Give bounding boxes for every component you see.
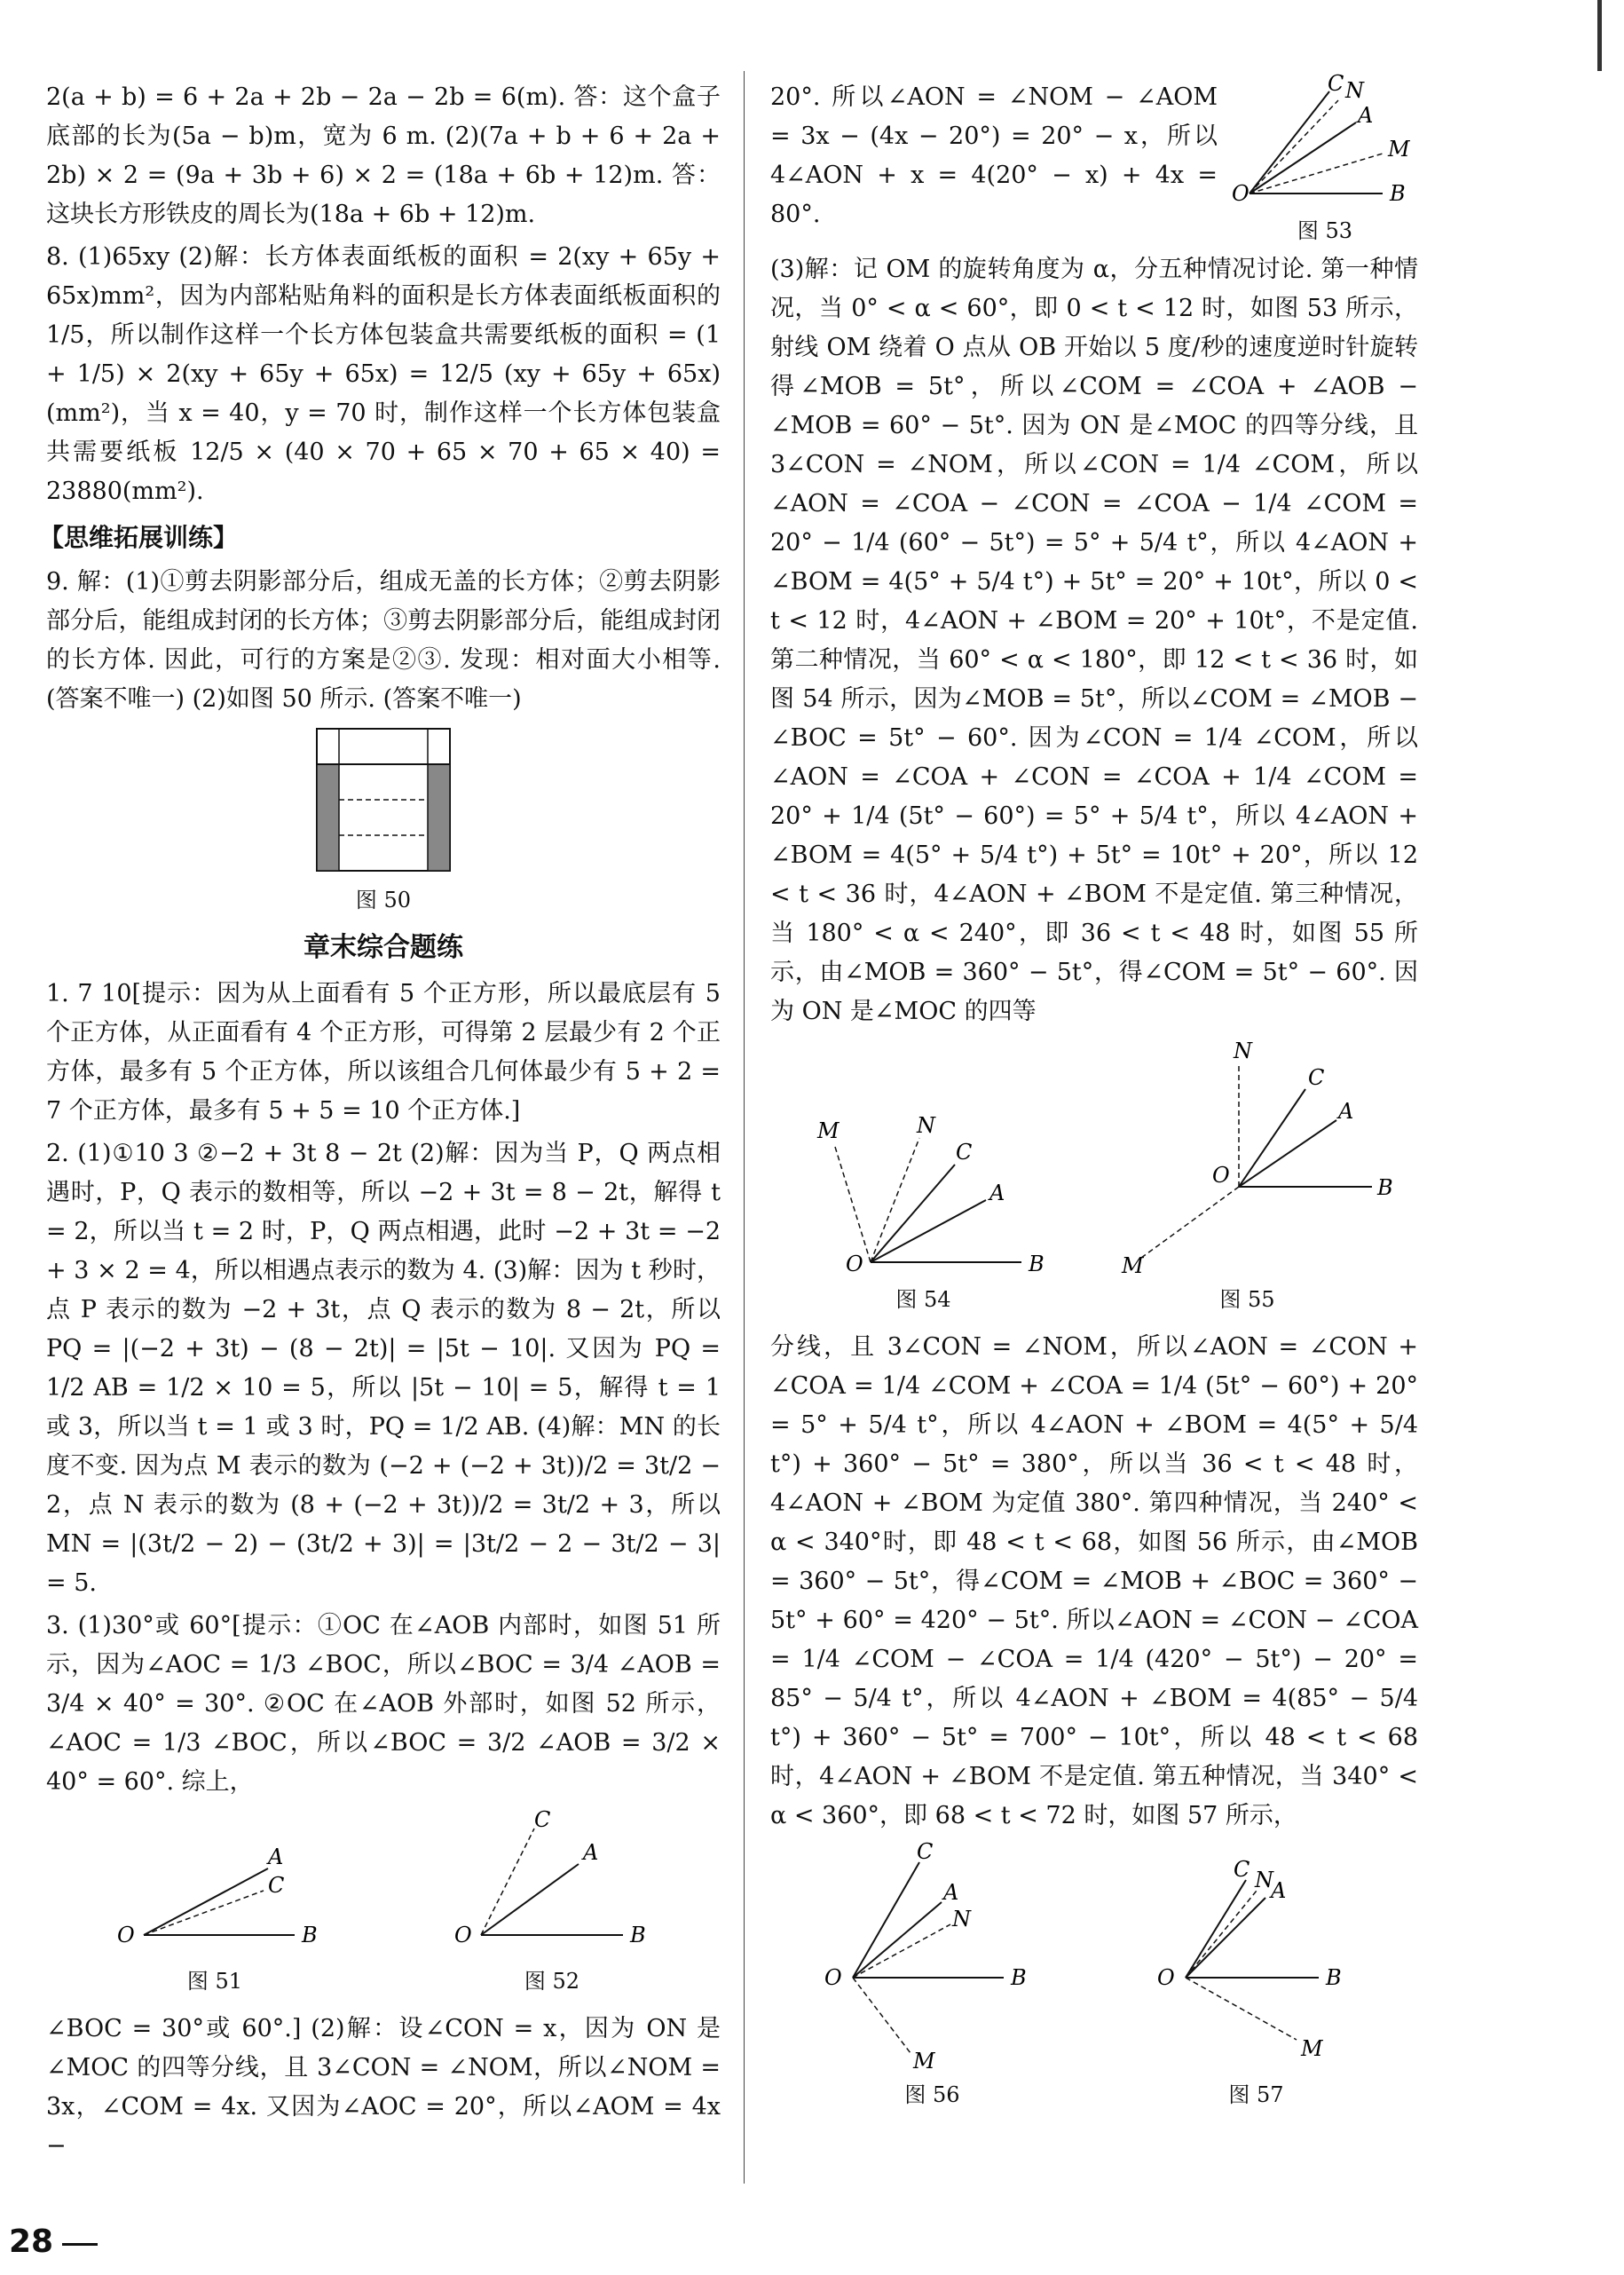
figure-50-caption: 图 50 <box>355 888 412 912</box>
svg-text:A: A <box>1270 1878 1286 1903</box>
svg-text:B: B <box>630 1923 646 1947</box>
answer-9: 9. 解：(1)①剪去阴影部分后，组成无盖的长方体；②剪去阴影部分后，能组成封闭的长方体；③剪去阴影部分后，能组成封闭的长方体. 因此，可行的方案是②③. 发现：相对面大小相等. (答案不唯一) (2)如图 50 所示. (答案不唯一) <box>46 568 721 713</box>
figure-52-caption: 图 52 <box>524 1969 580 1994</box>
svg-text:M: M <box>1300 2036 1323 2061</box>
svg-text:M: M <box>816 1118 840 1143</box>
svg-text:O: O <box>117 1923 135 1947</box>
figure-53 <box>1232 71 1418 211</box>
review-answer-1: 1. 7 10[提示：因为从上面看有 5 个正方形，所以最底层有 5 个正方体，从正面看有 4 个正方形，可得第 2 层最少有 2 个正方体，最多有 5 个正方体，所以该组合几何体最少有 5 + 2 = 7 个正方体，最多有 5 + 5 = 10 个正方体.] <box>46 980 721 1125</box>
svg-text:O: O <box>845 1252 863 1276</box>
review-answer-3: 3. (1)30°或 60°[提示：①OC 在∠AOB 内部时，如图 51 所示，因为∠AOC = 1/3 ∠BOC，所以∠BOC = 3/4 ∠AOB = 3/4 × 40° = 30°. ②OC 在∠AOB 外部时，如图 52 所示，∠AOC = 1/3 ∠BOC，所以∠BOC = 3/2 ∠AOB = 3/2 × 40° = 60°. 综上， <box>46 1612 721 1796</box>
svg-text:N: N <box>951 1907 971 1931</box>
column-divider <box>744 71 745 2184</box>
figure-50 <box>312 724 454 875</box>
review-answer-2: 2. (1)①10 3 ②−2 + 3t 8 − 2t (2)解：因为当 P，Q 两点相遇时，P，Q 表示的数相等，所以 −2 + 3t = 8 − 2t，解得 t = 2，所以当 t = 2 时，P，Q 两点相遇，此时 −2 + 3t = −2 + 3 × 2 = 4，所以相遇点表示的数为 4. (3)解：因为 t 秒时，点 P 表示的数为 −2 + 3t，点 Q 表示的数为 8 − 2t，所以 PQ = |(−2 + 3t) − (8 − 2t)| = |5t − 10|. 又因为 PQ = 1/2 AB = 1/2 × 10 = 5，所以 |5t − 10| = 5，解得 t = 1 或 3，所以当 t = 1 或 3 时，PQ = 1/2 AB. (4)解：MN 的长度不变. 因为点 M 表示的数为 (−2 + (−2 + 3t))/2 = 3t/2 − 2，点 N 表示的数为 (8 + (−2 + 3t))/2 = 3t/2 + 3，所以 MN = |(3t/2 − 2) − (3t/2 + 3)| = |3t/2 − 2 − 3t/2 − 3| = 5. <box>46 1140 721 1597</box>
answer-3-3: (3)解：记 OM 的旋转角度为 α，分五种情况讨论. 第一种情况，当 0° < α < 60°，即 0 < t < 12 时，如图 53 所示，射线 OM 绕着 O 点从 OB 开始以 5 度/秒的速度逆时针旋转得∠MOB = 5t°，所以∠COM = ∠COA + ∠AOB − ∠MOB = 60° − 5t°. 因为 ON 是∠MOC 的四等分线，且 3∠CON = ∠NOM，所以∠CON = 1/4 ∠COM，所以∠AON = ∠COA − ∠CON = ∠COA − 1/4 ∠COM = 20° − 1/4 (60° − 5t°) = 5° + 5/4 t°，所以 4∠AON + ∠BOM = 4(5° + 5/4 t°) + 5t° = 20° + 10t°，所以 0 < t < 12 时，4∠AON + ∠BOM = 20° + 10t°，不是定值. 第二种情况，当 60° < α < 180°，即 12 < t < 36 时，如图 54 所示，因为∠MOB = 5t°，所以∠COM = ∠MOB − ∠BOC = 5t° − 60°. 因为∠CON = 1/4 ∠COM，所以∠AON = ∠COA + ∠CON = ∠COA + 1/4 ∠COM = 20° + 1/4 (5t° − 60°) = 5° + 5/4 t°，所以 4∠AON + ∠BOM = 4(5° + 5/4 t°) + 5t° = 10t° + 20°，所以 12 < t < 36 时，4∠AON + ∠BOM 不是定值. 第三种情况，当 180° < α < 240°，即 36 < t < 48 时，如图 55 所示，由∠MOB = 360° − 5t°，得∠COM = 5t° − 60°. 因为 ON 是∠MOC 的四等 <box>770 256 1418 1025</box>
svg-text:C: C <box>268 1873 285 1898</box>
svg-text:C: C <box>916 1839 933 1864</box>
left-column <box>39 78 721 2169</box>
svg-text:B: B <box>302 1923 318 1947</box>
svg-text:M: M <box>912 2049 935 2074</box>
section-heading: 【思维拓展训练】 <box>39 523 239 552</box>
figure-56-caption: 图 56 <box>904 2082 960 2107</box>
svg-text:B: B <box>1010 1965 1027 1990</box>
page-number: 28 <box>9 2224 54 2260</box>
svg-text:C: C <box>534 1807 551 1832</box>
svg-text:N: N <box>1233 1039 1252 1063</box>
answer-box-text: 2(a + b) = 6 + 2a + 2b − 2a − 2b = 6(m). 答：这个盒子底部的长为(5a − b)m，宽为 6 m. (2)(7a + b + 6 + 2a + 2b) × 2 = (9a + 3b + 6) × 2 = (18a + 6b + 12)m. 答：这块长方形铁皮的周长为(18a + 6b + 12)m. <box>46 83 721 228</box>
svg-text:O: O <box>824 1965 842 1990</box>
block-with-figure-53 <box>770 71 1418 250</box>
svg-text:A: A <box>583 1840 599 1865</box>
svg-text:A: A <box>989 1181 1005 1205</box>
svg-text:B: B <box>1390 181 1406 206</box>
figure-57-caption: 图 57 <box>1228 2082 1284 2107</box>
figures-56-57 <box>770 1839 1418 2114</box>
figure-57 <box>1141 1853 1372 2075</box>
figure-51 <box>108 1837 321 1962</box>
figure-54-caption: 图 54 <box>895 1287 951 1312</box>
figure-51-caption: 图 51 <box>186 1969 243 1994</box>
figure-53-caption: 图 53 <box>1297 218 1353 243</box>
svg-text:O: O <box>1232 181 1250 206</box>
svg-text:M: M <box>1388 137 1410 162</box>
svg-text:B: B <box>1325 1965 1342 1990</box>
svg-text:C: C <box>1307 1065 1324 1090</box>
right-column <box>770 71 1418 2123</box>
svg-text:N: N <box>916 1113 935 1138</box>
figures-51-52 <box>46 1807 721 2001</box>
figures-54-55 <box>770 1040 1418 1319</box>
svg-text:A: A <box>942 1880 958 1905</box>
answer-3-3-cont: 分线，且 3∠CON = ∠NOM，所以∠AON = ∠CON + ∠COA = 1/4 ∠COM + ∠COA = 1/4 (5t° − 60°) + 20° = 5° + 5/4 t°，所以 4∠AON + ∠BOM = 4(5° + 5/4 t°) + 360° − 5t° = 380°，所以当 36 < t < 48 时，4∠AON + ∠BOM 为定值 380°. 第四种情况，当 240° < α < 340°时，即 48 < t < 68，如图 56 所示，由∠MOB = 360° − 5t°，得∠COM = ∠MOB + ∠BOC = 360° − 5t° + 60° = 420° − 5t°. 所以∠AON = ∠CON − ∠COA = 1/4 ∠COM − ∠COA = 1/4 (420° − 5t°) − 20° = 85° − 5/4 t°，所以 4∠AON + ∠BOM = 4(85° − 5/4 t°) + 360° − 5t° = 700° − 10t°，所以 48 < t < 68 时，4∠AON + ∠BOM 不是定值. 第五种情况，当 340° < α < 360°，即 68 < t < 72 时，如图 57 所示， <box>770 1333 1418 1829</box>
figure-55-caption: 图 55 <box>1219 1287 1275 1312</box>
page-number-dash <box>62 2243 98 2246</box>
answer-8: 8. (1)65xy (2)解：长方体表面纸板的面积 = 2(xy + 65y + 65x)mm²，因为内部粘贴角料的面积是长方体表面纸板面积的 1/5，所以制作这样一个长方体包装盒共需要纸板的面积 = (1 + 1/5) × 2(xy + 65y + 65x) = 12/5 (xy + 65y + 65x)(mm²)，当 x = 40，y = 70 时，制作这样一个长方体包装盒共需要纸板 12/5 × (40 × 70 + 65 × 70 + 65 × 40) = 23880(mm²). <box>46 243 721 505</box>
svg-text:B: B <box>1028 1252 1045 1276</box>
svg-text:M: M <box>1121 1253 1144 1278</box>
svg-text:A: A <box>1358 103 1374 128</box>
svg-text:O: O <box>454 1923 472 1947</box>
figure-52 <box>445 1807 658 1962</box>
svg-text:O: O <box>1211 1163 1230 1188</box>
svg-text:O: O <box>1156 1965 1175 1990</box>
chapter-title: 章末综合题练 <box>304 932 463 963</box>
svg-text:A: A <box>1337 1099 1353 1124</box>
review-answer-3-cont: ∠BOC = 30°或 60°.] (2)解：设∠CON = x，因为 ON 是∠MOC 的四等分线，且 3∠CON = ∠NOM，所以∠NOM = 3x，∠COM = 4x. 又因为∠AOC = 20°，所以∠AOM = 4x − <box>46 2015 721 2160</box>
svg-text:C: C <box>955 1140 972 1165</box>
figure-56 <box>817 1839 1048 2075</box>
svg-text:N: N <box>1345 78 1364 103</box>
svg-text:N: N <box>1254 1868 1273 1892</box>
answer-3-2-end: 20°. 所以∠AON = ∠NOM − ∠AOM = 3x − (4x − 20°) = 20° − x，所以 4∠AON + x = 4(20° − x) + 4x = 80°. <box>770 83 1218 228</box>
svg-text:C: C <box>1233 1857 1250 1882</box>
edge-bar <box>1597 0 1602 71</box>
svg-text:C: C <box>1328 71 1344 96</box>
figure-54 <box>800 1102 1048 1280</box>
svg-text:A: A <box>268 1844 284 1869</box>
svg-text:B: B <box>1376 1175 1393 1200</box>
figure-55 <box>1106 1039 1393 1280</box>
